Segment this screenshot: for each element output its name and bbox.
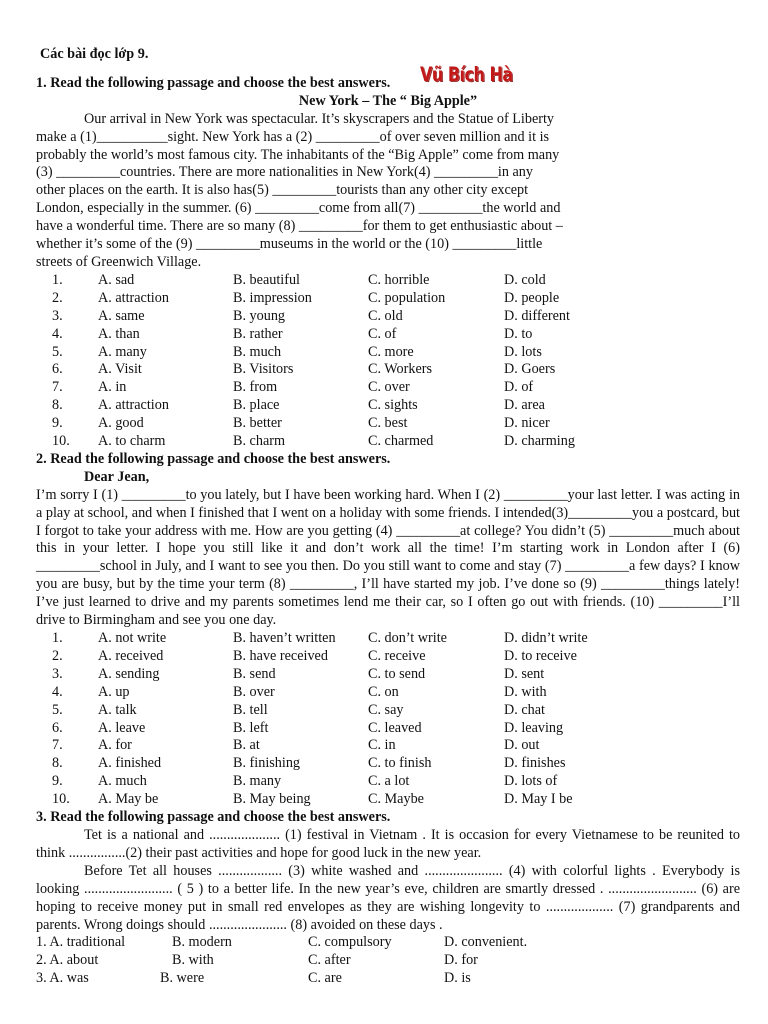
option-d: D. sent bbox=[504, 665, 545, 682]
option-number: 2. bbox=[52, 647, 63, 664]
option-a: 2. A. about bbox=[36, 952, 99, 969]
section3-options-row bbox=[36, 934, 740, 952]
option-b: B. at bbox=[233, 737, 260, 754]
option-number: 7. bbox=[52, 737, 63, 754]
option-d: D. finishes bbox=[504, 755, 566, 772]
option-b: B. over bbox=[233, 683, 275, 700]
option-c: C. receive bbox=[368, 647, 426, 664]
option-number: 9. bbox=[52, 773, 63, 790]
option-number: 10. bbox=[52, 433, 70, 450]
option-number: 4. bbox=[52, 325, 63, 342]
section1-options bbox=[52, 272, 740, 451]
option-d: D. Goers bbox=[504, 361, 556, 378]
option-a: A. much bbox=[98, 773, 147, 790]
option-c: C. more bbox=[368, 343, 414, 360]
option-b: B. have received bbox=[233, 647, 328, 664]
option-c: C. of bbox=[368, 325, 397, 342]
option-number: 7. bbox=[52, 379, 63, 396]
letter-body: I’m sorry I (1) _________to you lately, but I have been working hard. When I (2) _________your last letter. I was acting in a play at school, and when I finished that I went on a holiday with some friends. I intended(3)_________you a postcard, but I forgot to take your address with me. How are you getting (4) _________at college? You didn’t (5) _________much about this in your letter. I hope you still like it and don’t work all the time! I’m starting work in London after I (6) _________school in July, and I want to see you then. Do you still want to come and stay (7) _________a few days? I know you are busy, but by the time your term (8) _________, I’ll have started my job. I’ve done so (9) _________things lately! I’ve just learned to drive and my parents sometimes lend me their car, so I often go out with friends. (10) _________I’ll drive to Birmingham and see you one day. bbox=[36, 486, 740, 629]
option-c: C. over bbox=[368, 379, 410, 396]
option-b: B. from bbox=[233, 379, 278, 396]
option-c: C. are bbox=[308, 970, 342, 987]
option-d: D. convenient. bbox=[444, 934, 528, 951]
option-b: B. rather bbox=[233, 325, 283, 342]
option-c: C. say bbox=[368, 701, 404, 718]
option-c: C. after bbox=[308, 952, 351, 969]
passage-line: streets of Greenwich Village. bbox=[36, 253, 202, 270]
option-b: B. impression bbox=[233, 289, 312, 306]
option-d: D. area bbox=[504, 397, 545, 414]
option-c: C. compulsory bbox=[308, 934, 392, 951]
worksheet-page bbox=[36, 46, 740, 988]
option-b: B. young bbox=[233, 307, 286, 324]
option-a: A. many bbox=[98, 343, 147, 360]
option-b: B. charm bbox=[233, 433, 286, 450]
option-b: B. much bbox=[233, 343, 282, 360]
option-d: D. to receive bbox=[504, 647, 577, 664]
option-b: B. place bbox=[233, 397, 280, 414]
section1-heading: 1. Read the following passage and choose the best answers. bbox=[36, 74, 391, 91]
option-c: C. horrible bbox=[368, 271, 430, 288]
option-number: 10. bbox=[52, 791, 70, 808]
option-a: 3. A. was bbox=[36, 970, 89, 987]
option-number: 2. bbox=[52, 289, 63, 306]
option-c: C. to finish bbox=[368, 755, 432, 772]
option-a: A. not write bbox=[98, 630, 167, 646]
option-number: 3. bbox=[52, 307, 63, 324]
option-a: A. for bbox=[98, 737, 132, 754]
option-a: A. sad bbox=[98, 271, 135, 288]
option-number: 6. bbox=[52, 361, 63, 378]
option-number: 5. bbox=[52, 701, 63, 718]
letter-greeting: Dear Jean, bbox=[84, 468, 150, 485]
passage-line: Our arrival in New York was spectacular. It’s skyscrapers and the Statue of Liberty bbox=[84, 110, 555, 127]
option-c: C. charmed bbox=[368, 433, 434, 450]
option-d: D. is bbox=[444, 970, 471, 987]
section1-passage bbox=[36, 111, 740, 272]
option-a: A. leave bbox=[98, 719, 146, 736]
section1-passage-title: New York – The “ Big Apple” bbox=[298, 92, 478, 109]
option-d: D. different bbox=[504, 307, 570, 324]
option-b: B. better bbox=[233, 415, 282, 432]
passage-line: whether it’s some of the (9) _________museums in the world or the (10) _________little bbox=[36, 236, 543, 253]
option-c: C. on bbox=[368, 683, 399, 700]
option-b: B. were bbox=[160, 970, 205, 987]
passage-line: London, especially in the summer. (6) _________come from all(7) _________the world and bbox=[36, 200, 561, 217]
author-stamp: Vũ Bích Hà bbox=[420, 63, 513, 86]
section3-paragraph-2: Before Tet all houses .................. (3) white washed and ...................... (4) with colorful lights . Everybody is looking ......................... ( 5 ) to a better life. In the new year’s eve, children are smartly dressed . ......................... (6) are hoping to receive money put in small red envelopes as they are wishing longevity to ................... (7) grandparents and parents. Wrong doings should ...................... (8) avoided on these days . bbox=[36, 862, 740, 933]
passage-line: other places on the earth. It is also has(5) _________tourists than any other city except bbox=[36, 182, 529, 199]
option-c: C. to send bbox=[368, 665, 426, 682]
option-number: 1. bbox=[52, 630, 63, 646]
option-number: 9. bbox=[52, 415, 63, 432]
option-d: D. for bbox=[444, 952, 478, 969]
option-c: C. Maybe bbox=[368, 791, 424, 808]
option-b: B. left bbox=[233, 719, 269, 736]
option-b: B. finishing bbox=[233, 755, 301, 772]
option-c: C. Workers bbox=[368, 361, 433, 378]
option-c: C. don’t write bbox=[368, 630, 447, 646]
option-d: D. people bbox=[504, 289, 560, 306]
option-a: A. to charm bbox=[98, 433, 166, 450]
passage-line: probably the world’s most famous city. The inhabitants of the “Big Apple” come from many bbox=[36, 146, 560, 163]
option-b: B. send bbox=[233, 665, 276, 682]
option-c: C. old bbox=[368, 307, 403, 324]
option-a: A. received bbox=[98, 647, 164, 664]
option-d: D. nicer bbox=[504, 415, 550, 432]
option-a: A. in bbox=[98, 379, 127, 396]
option-d: D. with bbox=[504, 683, 547, 700]
passage-line: (3) _________countries. There are more nationalities in New York(4) _________in any bbox=[36, 164, 533, 181]
option-d: D. of bbox=[504, 379, 534, 396]
option-b: B. many bbox=[233, 773, 282, 790]
option-number: 8. bbox=[52, 397, 63, 414]
section3-options-row bbox=[36, 970, 740, 988]
option-d: D. cold bbox=[504, 271, 546, 288]
option-a: A. sending bbox=[98, 665, 160, 682]
option-a: A. attraction bbox=[98, 397, 169, 414]
section3-paragraph-1: Tet is a national and .................... (1) festival in Vietnam . It is occasion for every Vietnamese to be reunited to think ................(2) their past activities and hope for good luck in the new year. bbox=[36, 826, 740, 861]
section2-options bbox=[52, 630, 740, 809]
option-b: B. Visitors bbox=[233, 361, 294, 378]
option-a: A. good bbox=[98, 415, 144, 432]
option-a: A. up bbox=[98, 683, 130, 700]
option-number: 4. bbox=[52, 683, 63, 700]
option-a: A. May be bbox=[98, 791, 159, 808]
option-c: C. sights bbox=[368, 397, 418, 414]
section2-heading: 2. Read the following passage and choose the best answers. bbox=[36, 450, 391, 467]
option-c: C. best bbox=[368, 415, 408, 432]
option-b: B. with bbox=[172, 952, 214, 969]
option-a: A. attraction bbox=[98, 289, 169, 306]
option-c: C. in bbox=[368, 737, 396, 754]
option-d: D. leaving bbox=[504, 719, 564, 736]
option-a: A. same bbox=[98, 307, 145, 324]
option-d: D. lots of bbox=[504, 773, 558, 790]
option-d: D. lots bbox=[504, 343, 542, 360]
option-a: A. talk bbox=[98, 701, 137, 718]
option-c: C. population bbox=[368, 289, 446, 306]
option-d: D. charming bbox=[504, 433, 575, 450]
option-b: B. haven’t written bbox=[233, 630, 336, 646]
option-c: C. a lot bbox=[368, 773, 410, 790]
option-b: B. beautiful bbox=[233, 271, 300, 288]
passage-line: make a (1)__________sight. New York has a (2) _________of over seven million and it is bbox=[36, 128, 550, 145]
option-c: C. leaved bbox=[368, 719, 422, 736]
option-a: 1. A. traditional bbox=[36, 934, 126, 951]
option-number: 3. bbox=[52, 665, 63, 682]
option-number: 1. bbox=[52, 271, 63, 288]
option-d: D. chat bbox=[504, 701, 545, 718]
section3-heading: 3. Read the following passage and choose the best answers. bbox=[36, 809, 391, 826]
option-number: 6. bbox=[52, 719, 63, 736]
passage-line: have a wonderful time. There are so many (8) _________for them to get enthusiastic about – bbox=[36, 218, 563, 235]
option-b: B. modern bbox=[172, 934, 232, 951]
option-number: 8. bbox=[52, 755, 63, 772]
option-b: B. May being bbox=[233, 791, 311, 808]
option-d: D. out bbox=[504, 737, 540, 754]
option-a: A. finished bbox=[98, 755, 162, 772]
doc-title: Các bài đọc lớp 9. bbox=[40, 46, 149, 62]
option-number: 5. bbox=[52, 343, 63, 360]
option-a: A. than bbox=[98, 325, 140, 342]
option-d: D. to bbox=[504, 325, 533, 342]
option-a: A. Visit bbox=[98, 361, 142, 378]
option-d: D. didn’t write bbox=[504, 630, 588, 646]
section3-options-row bbox=[36, 952, 740, 970]
option-d: D. May I be bbox=[504, 791, 573, 808]
option-b: B. tell bbox=[233, 701, 268, 718]
